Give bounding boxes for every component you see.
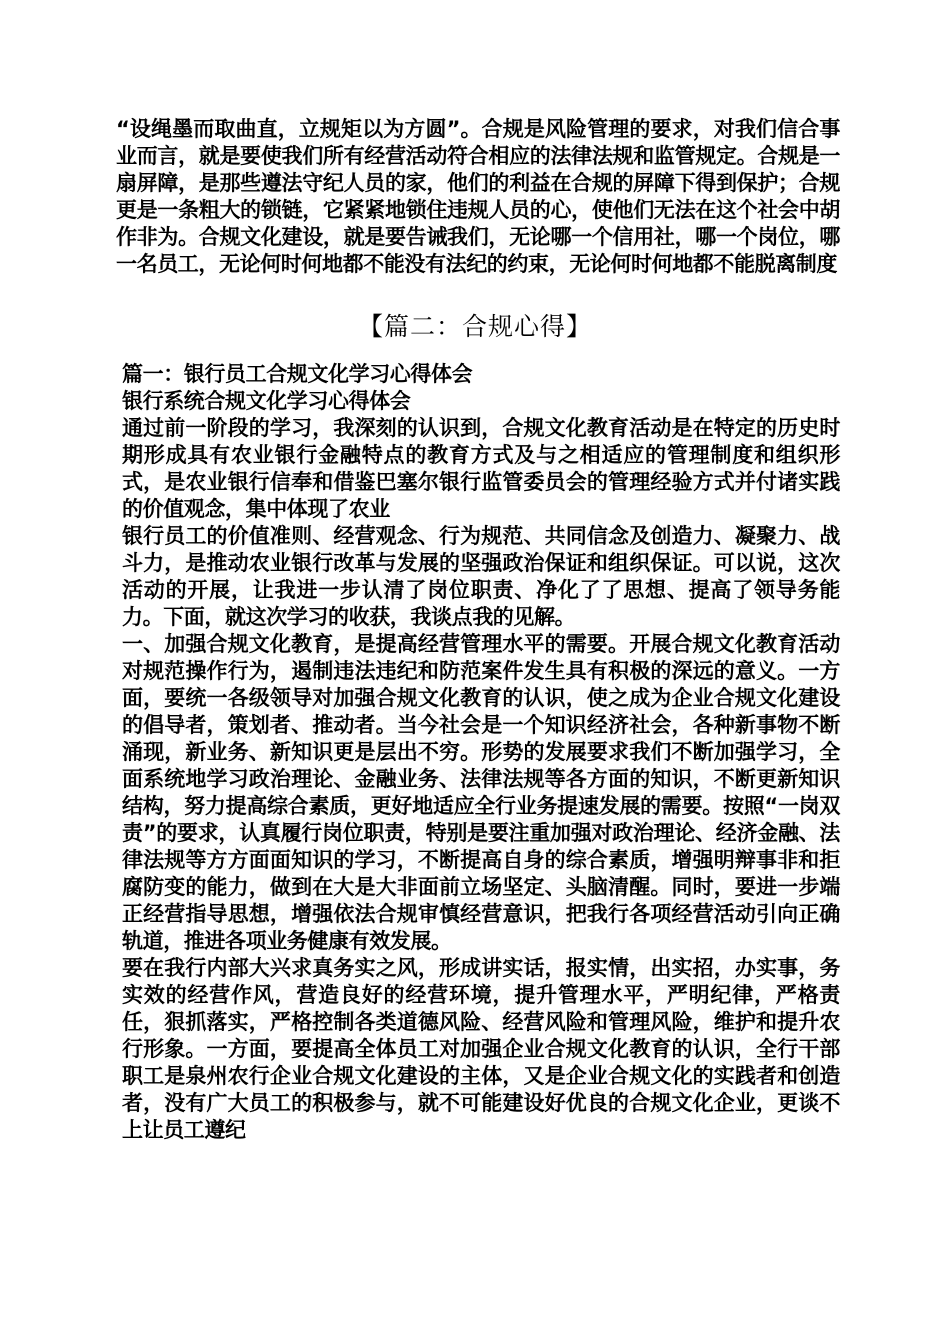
article-title-1: 篇一：银行员工合规文化学习心得体会 — [122, 362, 473, 386]
paragraph-section-two: 要在我行内部大兴求真务实之风，形成讲实话，报实情，出实招，办实事，务实效的经营作风，营造良好的经营环境，提升管理水平，严明纪律，严格责任，狠抓落实，严格控制各类道德风险、经营风险和管理风险，维护和提升农行形象。一方面，要提高全体员工对加强企业合规文化教育的认识，全行干部职工是泉州农行企业合规文化建设的主体，又是企业合规文化的实践者和创造者，没有广大员工的积极参与，就不可能建设好优良的合规文化企业，更谈不上让员工遵纪 — [122, 956, 840, 1142]
paragraph-intro-b: 银行员工的价值准则、经营观念、行为规范、共同信念及创造力、凝聚力、战斗力，是推动农业银行改革与发展的坚强政治保证和组织保证。可以说，这次活动的开展，让我进一步认清了岗位职责、净化了了思想、提高了领导务能力。下面，就这次学习的收获，我谈点我的见解。 — [122, 524, 840, 629]
paragraph-intro-quote: “设绳墨而取曲直，立规矩以为方圆”。合规是风险管理的要求，对我们信合事业而言，就是要使我们所有经营活动符合相应的法律法规和监管规定。合规是一扇屏障，是那些遵法守纪人员的家，他们的利益在合规的屏障下得到保护；合规更是一条粗大的锁链，它紧紧地锁住违规人员的心，使他们无法在这个社会中胡作非为。合规文化建设，就是要告诫我们，无论哪一个信用社，哪一个岗位，哪一名员工，无论何时何地都不能没有法纪的约束，无论何时何地都不能脱离制度 — [116, 117, 840, 276]
article-title-2: 银行系统合规文化学习心得体会 — [122, 389, 411, 413]
section-heading: 【篇二：合规心得】 — [357, 312, 592, 341]
article-body — [116, 361, 840, 1144]
paragraph-section-one: 一、加强合规文化教育，是提高经营管理水平的需要。开展合规文化教育活动对规范操作行为，遏制违法违纪和防范案件发生具有积极的深远的意义。一方面，要统一各级领导对加强合规文化教育的认识，使之成为企业合规文化建设的倡导者，策划者、推动者。当今社会是一个知识经济社会，各种新事物不断涌现，新业务、新知识更是层出不穷。形势的发展要求我们不断加强学习，全面系统地学习政治理论、金融业务、法律法规等各方面的知识，不断更新知识结构，努力提高综合素质，更好地适应全行业务提速发展的需要。按照“一岗双责”的要求，认真履行岗位职责，特别是要注重加强对政治理论、经济金融、法律法规等方方面面知识的学习，不断提高自身的综合素质，增强明辩事非和拒腐防变的能力，做到在大是大非面前立场坚定、头脑清醒。同时，要进一步端正经营指导思想，增强依法合规审慎经营意识，把我行各项经营活动引向正确轨道，推进各项业务健康有效发展。 — [122, 632, 840, 953]
paragraph-intro-a: 通过前一阶段的学习，我深刻的认识到，合规文化教育活动是在特定的历史时期形成具有农业银行金融特点的教育方式及与之相适应的管理制度和组织形式，是农业银行信奉和借鉴巴塞尔银行监管委员会的管理经验方式并付诸实践的价值观念，集中体现了农业 — [122, 416, 840, 521]
